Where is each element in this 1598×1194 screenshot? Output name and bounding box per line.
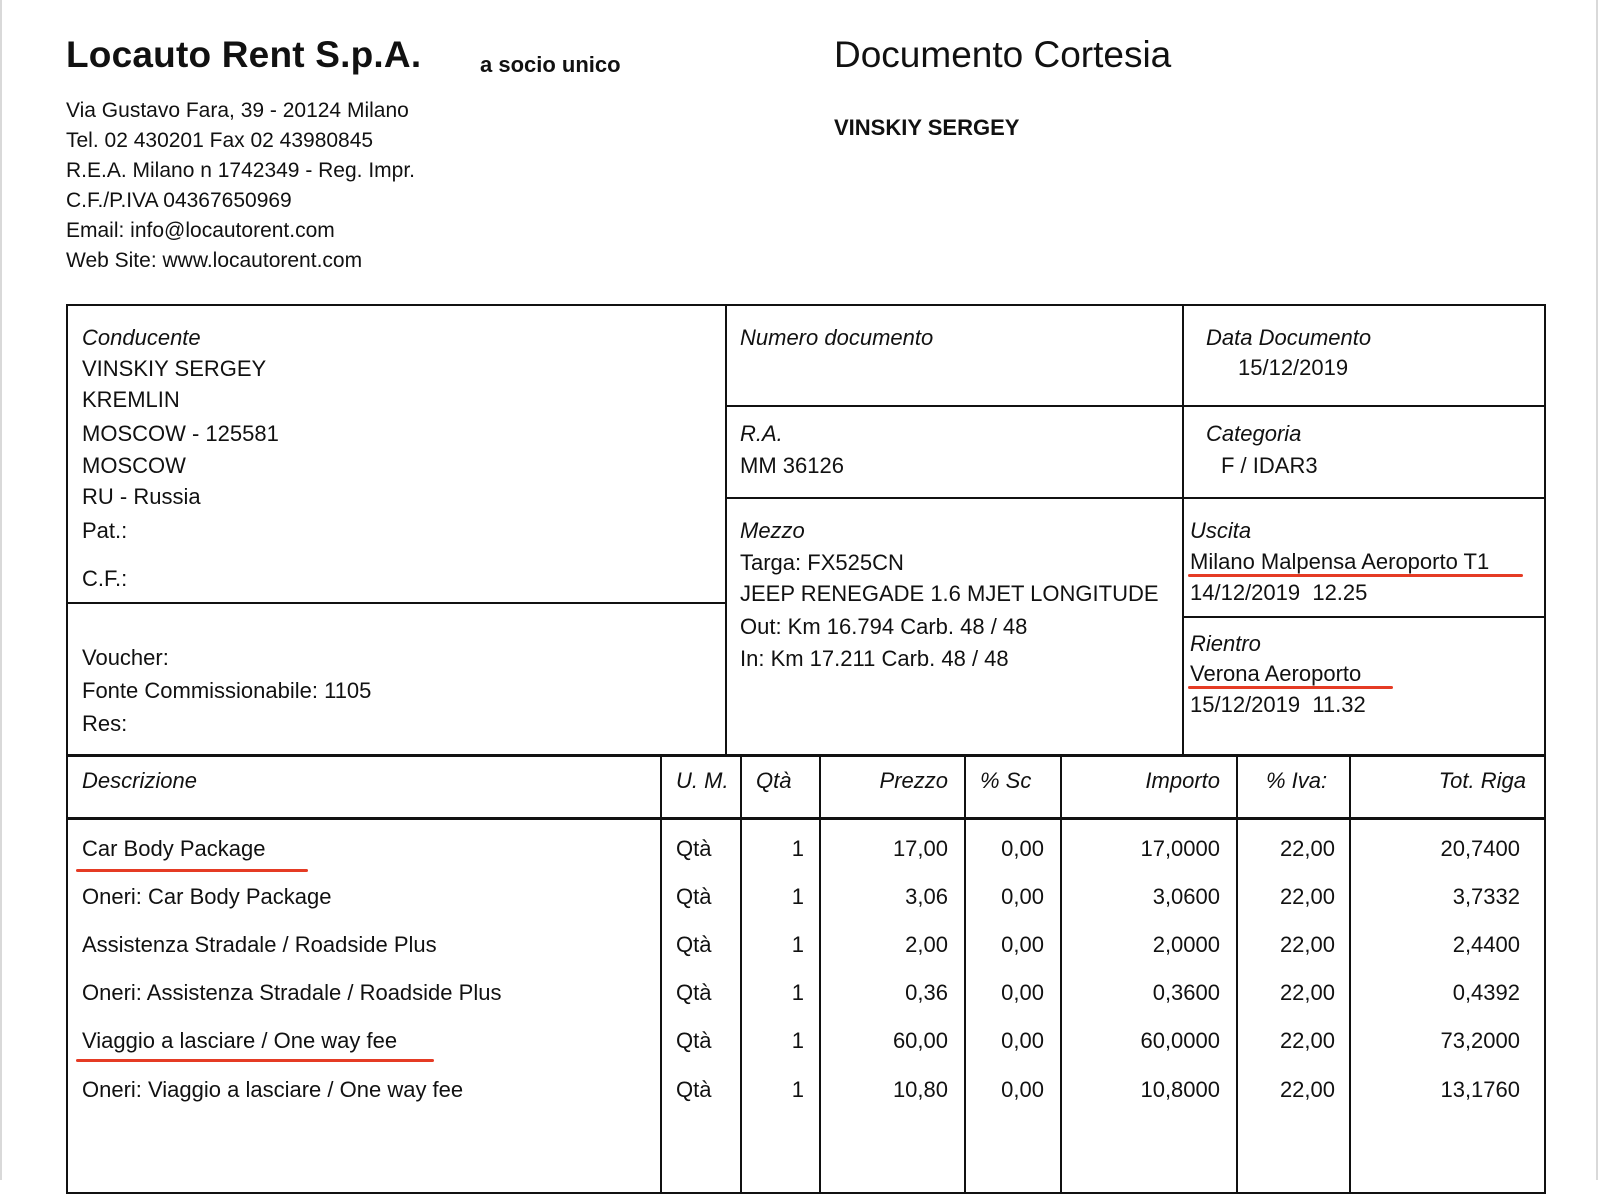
row-total: 73,2000 (1440, 1028, 1520, 1053)
row-quantity: 1 (791, 1028, 804, 1053)
row-description-underline (76, 1059, 434, 1062)
row-description: Oneri: Car Body Package (82, 884, 332, 909)
row-description: Oneri: Viaggio a lasciare / One way fee (82, 1077, 464, 1102)
row-amount: 0,3600 (1152, 980, 1220, 1005)
row-price: 60,00 (892, 1028, 948, 1053)
table-top-rule (66, 754, 1546, 757)
company-name: Locauto Rent S.p.A. (66, 34, 422, 75)
divider (725, 405, 1546, 407)
row-amount: 3,0600 (1152, 884, 1220, 909)
ra-label: R.A. (740, 421, 783, 446)
divider (725, 497, 1546, 499)
driver-province: MOSCOW (82, 453, 186, 478)
column-header-amount: Importo (1145, 768, 1220, 793)
row-description-underline (76, 869, 308, 872)
row-vat: 22,00 (1279, 1077, 1335, 1102)
row-price: 2,00 (905, 932, 948, 957)
row-total: 0,4392 (1452, 980, 1520, 1005)
row-discount: 0,00 (1001, 980, 1044, 1005)
row-price: 0,36 (905, 980, 948, 1005)
divider (1182, 304, 1184, 756)
driver-city-zip: MOSCOW - 125581 (82, 421, 279, 446)
column-divider (740, 754, 742, 1194)
row-quantity: 1 (791, 932, 804, 957)
row-total: 3,7332 (1452, 884, 1520, 909)
driver-label: Conducente (82, 325, 201, 350)
row-quantity: 1 (791, 1077, 804, 1102)
vehicle-model: JEEP RENEGADE 1.6 MJET LONGITUDE (740, 581, 1159, 606)
row-vat: 22,00 (1279, 884, 1335, 909)
row-discount: 0,00 (1001, 932, 1044, 957)
column-header-discount: % Sc (980, 768, 1032, 793)
row-price: 17,00 (892, 836, 948, 861)
column-divider (1236, 754, 1238, 1194)
commission-source: Fonte Commissionabile: 1105 (82, 678, 372, 703)
company-phone-line: Tel. 02 430201 Fax 02 43980845 (66, 129, 374, 152)
company-website-line: Web Site: www.locautorent.com (66, 249, 363, 272)
return-location-underline (1188, 686, 1393, 689)
return-location: Verona Aeroporto (1190, 661, 1362, 686)
row-unit: Qtà (676, 980, 712, 1005)
column-header-vat: % Iva: (1266, 768, 1328, 793)
driver-country: RU - Russia (82, 484, 201, 509)
ra-value: MM 36126 (740, 453, 844, 478)
row-unit: Qtà (676, 836, 712, 861)
vehicle-label: Mezzo (740, 518, 805, 543)
row-discount: 0,00 (1001, 1028, 1044, 1053)
column-header-unit: U. M. (676, 768, 729, 793)
reservation-label: Res: (82, 711, 128, 736)
category-value: F / IDAR3 (1221, 453, 1318, 478)
column-header-row-total: Tot. Riga (1438, 768, 1526, 793)
divider (1182, 616, 1546, 618)
document-number-label: Numero documento (740, 325, 934, 350)
column-divider (819, 754, 821, 1194)
column-header-description: Descrizione (82, 768, 197, 793)
row-vat: 22,00 (1279, 836, 1335, 861)
return-datetime: 15/12/2019 11.32 (1190, 692, 1366, 717)
row-amount: 17,0000 (1140, 836, 1220, 861)
pickup-location: Milano Malpensa Aeroporto T1 (1190, 549, 1490, 574)
row-description: Oneri: Assistenza Stradale / Roadside Plus (82, 980, 502, 1005)
pickup-datetime: 14/12/2019 12.25 (1190, 580, 1368, 605)
driver-license: Pat.: (82, 518, 128, 543)
column-header-quantity: Qtà (756, 768, 792, 793)
return-label: Rientro (1190, 631, 1261, 656)
row-total: 13,1760 (1440, 1077, 1520, 1102)
divider (66, 602, 726, 604)
row-price: 10,80 (892, 1077, 948, 1102)
vehicle-plate: Targa: FX525CN (740, 550, 904, 575)
row-quantity: 1 (791, 836, 804, 861)
company-email-line: Email: info@locautorent.com (66, 219, 335, 242)
company-address-line: Via Gustavo Fara, 39 - 20124 Milano (66, 99, 409, 122)
row-description: Assistenza Stradale / Roadside Plus (82, 932, 437, 957)
company-suffix: a socio unico (480, 52, 621, 77)
column-header-price: Prezzo (879, 768, 948, 793)
row-discount: 0,00 (1001, 836, 1044, 861)
page-left-edge (0, 0, 2, 1180)
row-quantity: 1 (791, 884, 804, 909)
row-amount: 2,0000 (1152, 932, 1220, 957)
column-divider (1060, 754, 1062, 1194)
vehicle-in-km: In: Km 17.211 Carb. 48 / 48 (740, 646, 1009, 671)
column-divider (1349, 754, 1351, 1194)
row-quantity: 1 (791, 980, 804, 1005)
column-divider (660, 754, 662, 1194)
row-unit: Qtà (676, 884, 712, 909)
document-date-value: 15/12/2019 (1238, 355, 1349, 380)
driver-address: KREMLIN (82, 387, 180, 412)
pickup-label: Uscita (1190, 518, 1252, 543)
row-total: 2,4400 (1452, 932, 1520, 957)
row-amount: 60,0000 (1140, 1028, 1220, 1053)
table-header-rule (66, 817, 1546, 820)
row-vat: 22,00 (1279, 932, 1335, 957)
row-vat: 22,00 (1279, 980, 1335, 1005)
row-vat: 22,00 (1279, 1028, 1335, 1053)
company-vat-line: C.F./P.IVA 04367650969 (66, 189, 292, 212)
row-unit: Qtà (676, 1077, 712, 1102)
document-title: Documento Cortesia (834, 34, 1172, 75)
driver-name: VINSKIY SERGEY (82, 356, 267, 381)
row-unit: Qtà (676, 1028, 712, 1053)
category-label: Categoria (1206, 421, 1302, 446)
row-discount: 0,00 (1001, 1077, 1044, 1102)
pickup-location-underline (1188, 574, 1523, 577)
driver-tax-code: C.F.: (82, 566, 128, 591)
divider (725, 304, 727, 756)
company-rea-line: R.E.A. Milano n 1742349 - Reg. Impr. (66, 159, 416, 182)
row-unit: Qtà (676, 932, 712, 957)
row-description: Viaggio a lasciare / One way fee (82, 1028, 398, 1053)
row-price: 3,06 (905, 884, 948, 909)
row-amount: 10,8000 (1140, 1077, 1220, 1102)
row-discount: 0,00 (1001, 884, 1044, 909)
document-customer-name: VINSKIY SERGEY (834, 115, 1020, 140)
column-divider (964, 754, 966, 1194)
row-total: 20,7400 (1440, 836, 1520, 861)
voucher-label: Voucher: (82, 645, 169, 670)
document-date-label: Data Documento (1206, 325, 1372, 350)
row-description: Car Body Package (82, 836, 266, 861)
vehicle-out-km: Out: Km 16.794 Carb. 48 / 48 (740, 614, 1028, 639)
